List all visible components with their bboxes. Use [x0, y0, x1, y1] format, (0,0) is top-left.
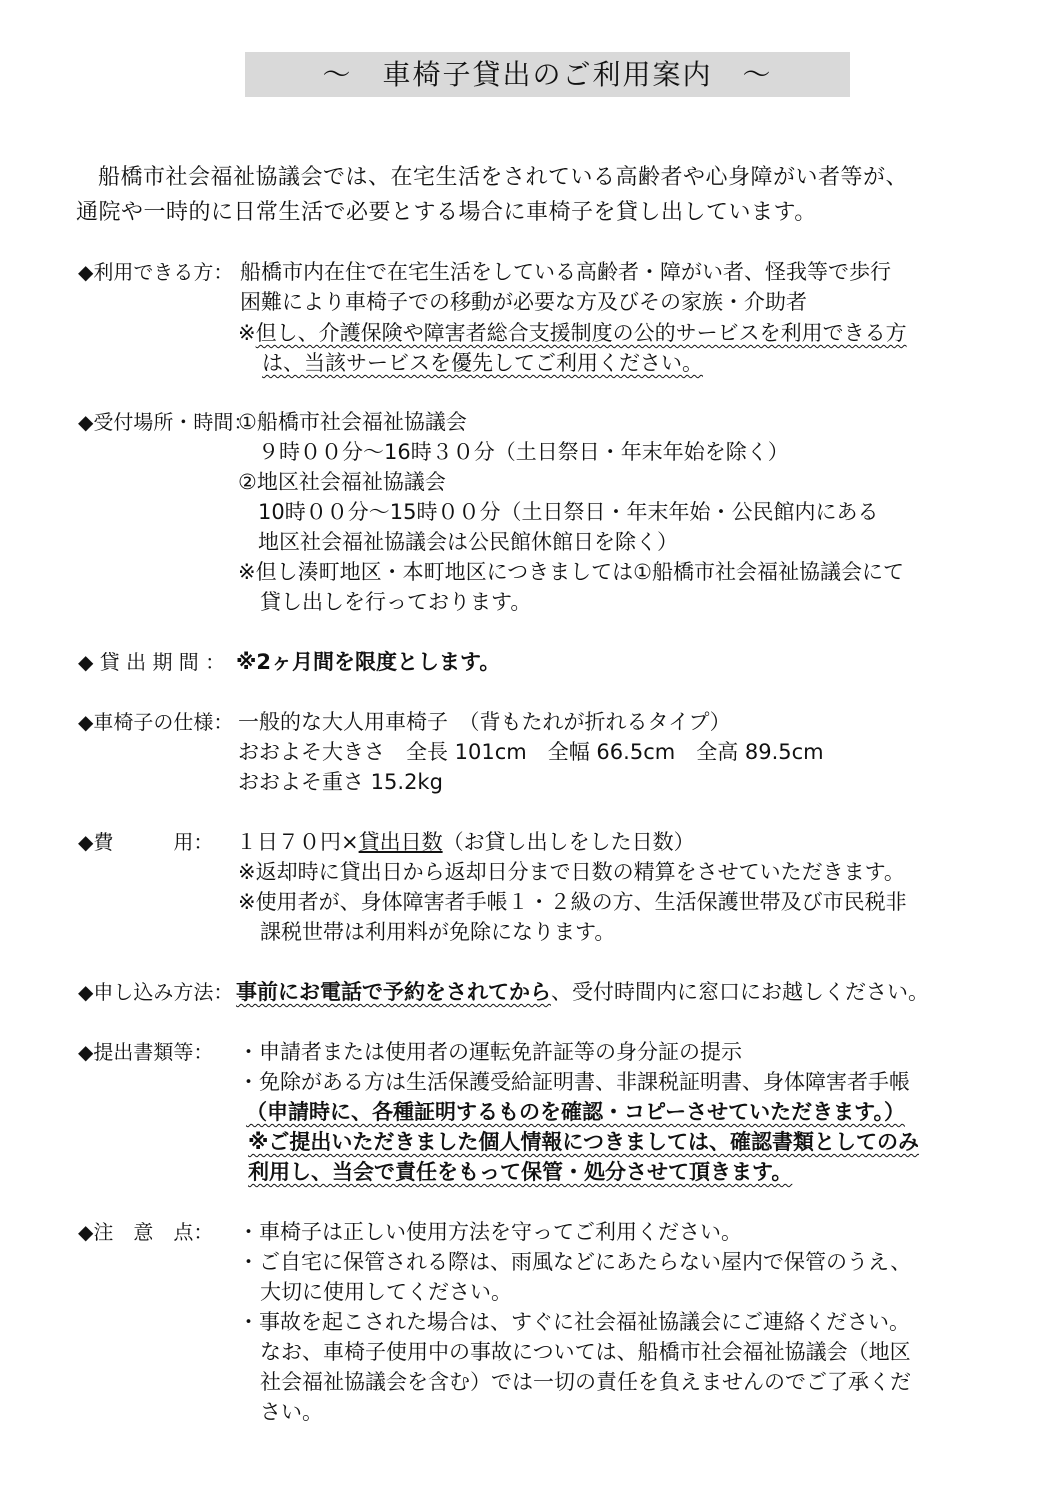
reception-note-1: ※但し湊町地区・本町地区につきましては①船橋市社会福祉協議会にて: [238, 560, 904, 584]
documents-line-3-text: （申請時に、各種証明するものを確認・コピーさせていただきます。）: [246, 1100, 905, 1124]
reception-place-1: ①船橋市社会福祉協議会: [238, 410, 467, 434]
page-title: ～ 車椅子貸出のご利用案内 ～: [245, 52, 850, 97]
fee-line-1: [236, 828, 695, 856]
caution-line-6: 社会福祉協議会を含む）では一切の責任を負えませんのでご了承くだ: [260, 1370, 911, 1394]
documents-line-4: [248, 1128, 919, 1156]
caution-line-4: ・事故を起こされた場合は、すぐに社会福祉協議会にご連絡ください。: [238, 1310, 910, 1334]
documents-line-5: [248, 1158, 792, 1186]
documents-line-2: ・免除がある方は生活保護受給証明書、非課税証明書、身体障害者手帳: [238, 1070, 910, 1094]
documents-line-1: ・申請者または使用者の運転免許証等の身分証の提示: [238, 1040, 742, 1064]
apply-bold: 事前にお電話で予約をされてから: [236, 980, 551, 1004]
reception-hours-2: 10時００分～15時００分（土日祭日・年末年始・公民館内にある: [258, 500, 879, 524]
caution-line-2: ・ご自宅に保管される際は、雨風などにあたらない屋内で保管のうえ、: [238, 1250, 912, 1274]
caution-line-3: 大切に使用してください。: [260, 1280, 512, 1304]
fee-rate: １日７０円×: [236, 830, 359, 854]
fee-note-3: 課税世帯は利用料が免除になります。: [260, 920, 616, 944]
eligible-note-text-1: 但し、介護保険や障害者総合支援制度の公的サービスを利用できる方: [255, 321, 907, 345]
period-value: ※2ヶ月間を限度とします。: [236, 650, 501, 674]
fee-note-2: ※使用者が、身体障害者手帳１・２級の方、生活保護世帯及び市民税非: [238, 890, 907, 914]
reception-hours-2b: 地区社会福祉協議会は公民館休館日を除く）: [258, 530, 678, 554]
spec-label: ◆車椅子の仕様：: [78, 710, 234, 734]
fee-days-note: （お貸し出しをした日数）: [442, 830, 695, 854]
caution-line-7: さい。: [260, 1400, 323, 1424]
apply-rest: 、受付時間内に窓口にお越しください。: [551, 980, 929, 1004]
eligible-note-2: [262, 349, 703, 377]
eligible-note-1: [238, 319, 907, 347]
reception-hours-1: ９時００分～16時３０分（土日祭日・年末年始を除く）: [258, 440, 789, 464]
reception-place-2: ②地区社会福祉協議会: [238, 470, 446, 494]
eligible-label: ◆利用できる方：: [78, 260, 234, 284]
caution-line-5: なお、車椅子使用中の事故については、船橋市社会福祉協議会（地区: [260, 1340, 911, 1364]
fee-days: 貸出日数: [358, 830, 443, 854]
intro-line-1: 船橋市社会福祉協議会では、在宅生活をされている高齢者や心身障がい者等が、: [98, 165, 909, 190]
documents-line-3: [246, 1098, 905, 1126]
documents-label: ◆提出書類等：: [78, 1040, 214, 1064]
spec-line-3: おおよそ重さ 15.2kg: [238, 770, 443, 794]
eligible-note-text-2: は、当該サービスを優先してご利用ください。: [262, 351, 703, 375]
eligible-line-2: 困難により車椅子での移動が必要な方及びその家族・介助者: [240, 290, 807, 314]
apply-line: [236, 978, 929, 1006]
fee-label: ◆費 用：: [78, 830, 214, 854]
fee-note-1: ※返却時に貸出日から返却日分まで日数の精算をさせていただきます。: [238, 860, 905, 884]
caution-label: ◆注 意 点：: [78, 1220, 214, 1244]
period-label: ◆ 貸 出 期 間 ：: [78, 650, 226, 674]
reception-note-2: 貸し出しを行っております。: [260, 590, 532, 614]
documents-line-4-text: ※ご提出いただきました個人情報につきましては、確認書類としてのみ: [248, 1130, 919, 1154]
spec-line-1: 一般的な大人用車椅子 （背もたれが折れるタイプ）: [238, 710, 731, 734]
eligible-line-1: 船橋市内在住で在宅生活をしている高齢者・障がい者、怪我等で歩行: [240, 260, 891, 284]
eligible-note-prefix: ※: [238, 321, 256, 345]
intro-line-2: 通院や一時的に日常生活で必要とする場合に車椅子を貸し出しています。: [76, 200, 817, 225]
documents-line-5-text: 利用し、当会で責任をもって保管・処分させて頂きます。: [248, 1160, 793, 1184]
spec-line-2: おおよそ大きさ 全長 101cm 全幅 66.5cm 全高 89.5cm: [238, 740, 824, 764]
reception-label: ◆受付場所・時間：: [78, 410, 254, 434]
apply-label: ◆申し込み方法：: [78, 980, 234, 1004]
caution-line-1: ・車椅子は正しい使用方法を守ってご利用ください。: [238, 1220, 742, 1244]
